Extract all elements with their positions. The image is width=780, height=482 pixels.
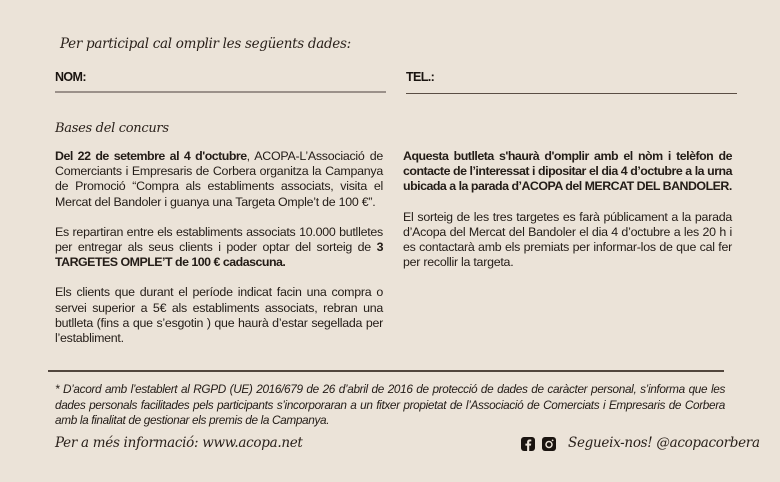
phone-label: TEL.: — [406, 70, 435, 84]
form-intro: Per participal cal omplir les següents dades: — [60, 36, 351, 52]
follow-us-handle[interactable]: Segueix-nos! @acopacorbera — [568, 435, 760, 451]
privacy-notice: * D’acord amb l’establert al RGPD (UE) 2016/679 de 26 d’abril de 2016 de protecció de dades de caràcter personal, s’informa que les dades personals facilitades pels participants s’incorporaran a un fitxer propietat de l’Associació de Comerciats i Empresaris de Corbera amb la finalitat de gestionar els premis de la Campanya. — [55, 382, 725, 428]
dates-text: Del 22 de setembre al 4 d'octubre — [55, 149, 247, 163]
instagram-icon[interactable] — [542, 437, 556, 451]
facebook-icon[interactable] — [521, 437, 535, 451]
divider — [48, 370, 724, 372]
rules-heading: Bases del concurs — [55, 121, 169, 136]
rules-left-column — [55, 149, 383, 361]
prize-text: 3 TARGETES OMPLE’T de 100 € cadascuna. — [55, 240, 383, 270]
phone-field-line[interactable] — [406, 93, 737, 94]
rules-right-column — [403, 149, 732, 285]
social-icons — [521, 437, 556, 451]
name-field-line[interactable] — [55, 91, 386, 93]
campaign-text: , ACOPA-L’Associació de Comerciants i Empresaris de Corbera organitza la Campanya de Promoció “Compra als establiments associats, visita el Mercat del Bandoler i guanya una Targeta Omple’t de 100 €”. — [55, 149, 383, 209]
rules-paragraph — [55, 225, 383, 271]
name-label: NOM: — [55, 70, 86, 84]
distribution-text: Es repartiran entre els establiments associats 10.000 butlletes per entregar als seus clients i poder optar del sorteig de — [55, 224, 383, 255]
rules-paragraph: Els clients que durant el període indicat facin una compra o servei superior a 5€ als establiments associats, rebran una butlleta (fins a que s’esgotin ) que haurà d’estar segellada per l’establiment. — [55, 285, 383, 346]
rules-paragraph — [55, 149, 383, 210]
deposit-instructions: Aquesta butlleta s'haurà d'omplir amb el nòm i telèfon de contacte de l’interessat i dipositar el dia 4 d’octubre a la urna ubicada a la parada d’ACOPA del MERCAT DEL BANDOLER. — [403, 149, 732, 194]
more-info-link[interactable]: Per a més informació: www.acopa.net — [55, 435, 303, 451]
draw-info: El sorteig de les tres targetes es farà públicament a la parada d’Acopa del Mercat del Bandoler el dia 4 d’octubre a les 20 h i es contactarà amb els premiats per informar-los de que cal fer per recollir la targeta. — [403, 209, 732, 270]
